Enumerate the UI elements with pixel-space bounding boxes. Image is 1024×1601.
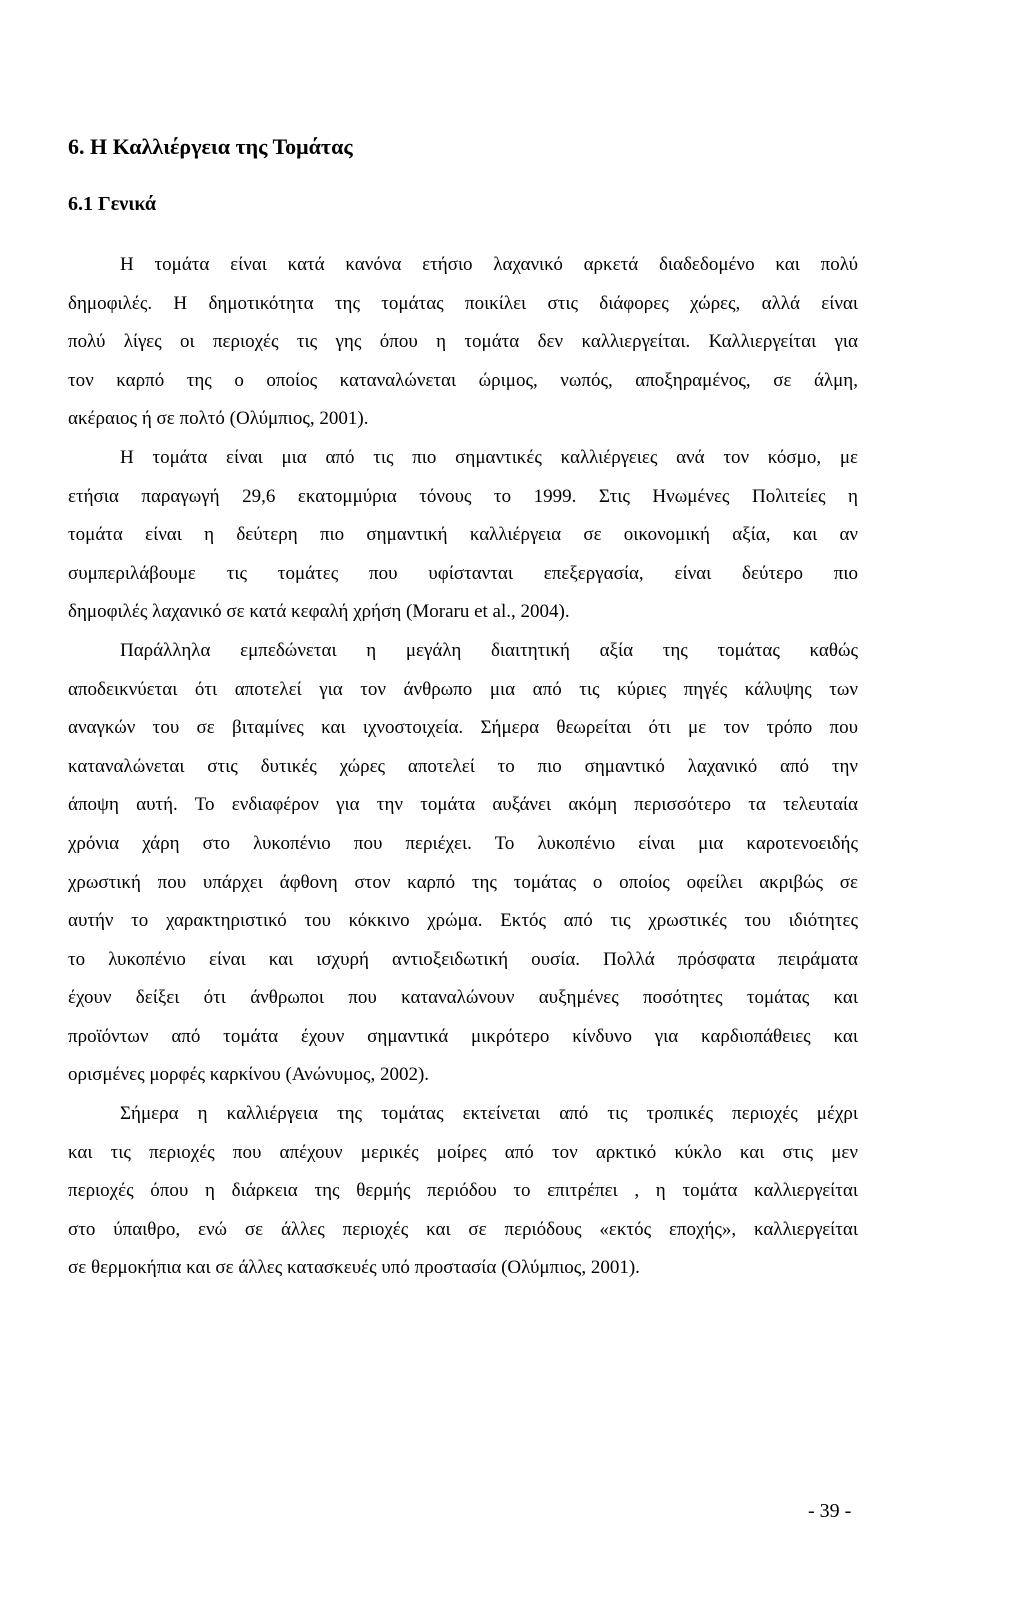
text-line: Παράλληλα εμπεδώνεται η μεγάλη διαιτητική αξία της τομάτας καθώς bbox=[120, 639, 858, 661]
text-line: καταναλώνεται στις δυτικές χώρες αποτελεί το πιο σημαντικό λαχανικό από την bbox=[68, 755, 858, 777]
text-line: αποδεικνύεται ότι αποτελεί για τον άνθρωπο μια από τις κύριες πηγές κάλυψης των bbox=[68, 678, 858, 700]
text-line: το λυκοπένιο είναι και ισχυρή αντιοξειδωτική ουσία. Πολλά πρόσφατα πειράματα bbox=[68, 948, 858, 970]
section-title: 6.1 Γενικά bbox=[68, 193, 157, 215]
text-line: ακέραιος ή σε πολτό (Ολύμπιος, 2001). bbox=[68, 408, 369, 430]
text-line: περιοχές όπου η διάρκεια της θερμής περιόδου το επιτρέπει , η τομάτα καλλιεργείται bbox=[68, 1180, 858, 1202]
text-line: Σήμερα η καλλιέργεια της τομάτας εκτείνεται από τις τροπικές περιοχές μέχρι bbox=[120, 1103, 858, 1125]
text-line: αναγκών του σε βιταμίνες και ιχνοστοιχεία. Σήμερα θεωρείται ότι με τον τρόπο που bbox=[68, 717, 858, 739]
chapter-title: 6. Η Καλλιέργεια της Τομάτας bbox=[68, 134, 353, 159]
text-line: Η τομάτα είναι μια από τις πιο σημαντικές καλλιέργειες ανά τον κόσμο, με bbox=[120, 446, 858, 468]
page-number: - 39 - bbox=[808, 1500, 852, 1522]
text-line: προϊόντων από τομάτα έχουν σημαντικά μικρότερο κίνδυνο για καρδιοπάθειες και bbox=[68, 1025, 858, 1047]
text-line: πολύ λίγες οι περιοχές τις γης όπου η τομάτα δεν καλλιεργείται. Καλλιεργείται για bbox=[68, 331, 858, 353]
text-line: Η τομάτα είναι κατά κανόνα ετήσιο λαχανικό αρκετά διαδεδομένο και πολύ bbox=[120, 254, 858, 275]
text-line: αυτήν το χαρακτηριστικό του κόκκινο χρώμα. Εκτός από τις χρωστικές του ιδιότητες bbox=[68, 910, 858, 932]
text-line: τον καρπό της ο οποίος καταναλώνεται ώριμος, νωπός, αποξηραμένος, σε άλμη, bbox=[68, 369, 858, 391]
text-line: χρωστική που υπάρχει άφθονη στον καρπό της τομάτας ο οποίος οφείλει ακριβώς σε bbox=[68, 871, 858, 893]
text-line: δημοφιλές. Η δημοτικότητα της τομάτας ποικίλει στις διάφορες χώρες, αλλά είναι bbox=[68, 292, 858, 314]
text-line: ορισμένες μορφές καρκίνου (Ανώνυμος, 2002). bbox=[68, 1064, 430, 1086]
text-line: τομάτα είναι η δεύτερη πιο σημαντική καλλιέργεια σε οικονομική αξία, και αν bbox=[68, 524, 858, 546]
text-line: άποψη αυτή. Το ενδιαφέρον για την τομάτα αυξάνει ακόμη περισσότερο τα τελευταία bbox=[68, 794, 858, 816]
body-text bbox=[68, 250, 858, 1292]
text-line: χρόνια χάρη στο λυκοπένιο που περιέχει. Το λυκοπένιο είναι μια καροτενοειδής bbox=[68, 832, 858, 854]
text-line: σε θερμοκήπια και σε άλλες κατασκευές υπό προστασία (Ολύμπιος, 2001). bbox=[68, 1257, 640, 1279]
text-line: στο ύπαιθρο, ενώ σε άλλες περιοχές και σε περιόδους «εκτός εποχής», καλλιεργείται bbox=[68, 1218, 858, 1240]
text-line: έχουν δείξει ότι άνθρωποι που καταναλώνουν αυξημένες ποσότητες τομάτας και bbox=[68, 987, 858, 1009]
text-line: ετήσια παραγωγή 29,6 εκατομμύρια τόνους το 1999. Στις Ηνωμένες Πολιτείες η bbox=[68, 485, 858, 507]
text-line: συμπεριλάβουμε τις τομάτες που υφίστανται επεξεργασία, είναι δεύτερο πιο bbox=[68, 562, 858, 584]
text-line: και τις περιοχές που απέχουν μερικές μοίρες από τον αρκτικό κύκλο και στις μεν bbox=[68, 1141, 858, 1163]
text-line: δημοφιλές λαχανικό σε κατά κεφαλή χρήση (Moraru et al., 2004). bbox=[68, 601, 570, 623]
